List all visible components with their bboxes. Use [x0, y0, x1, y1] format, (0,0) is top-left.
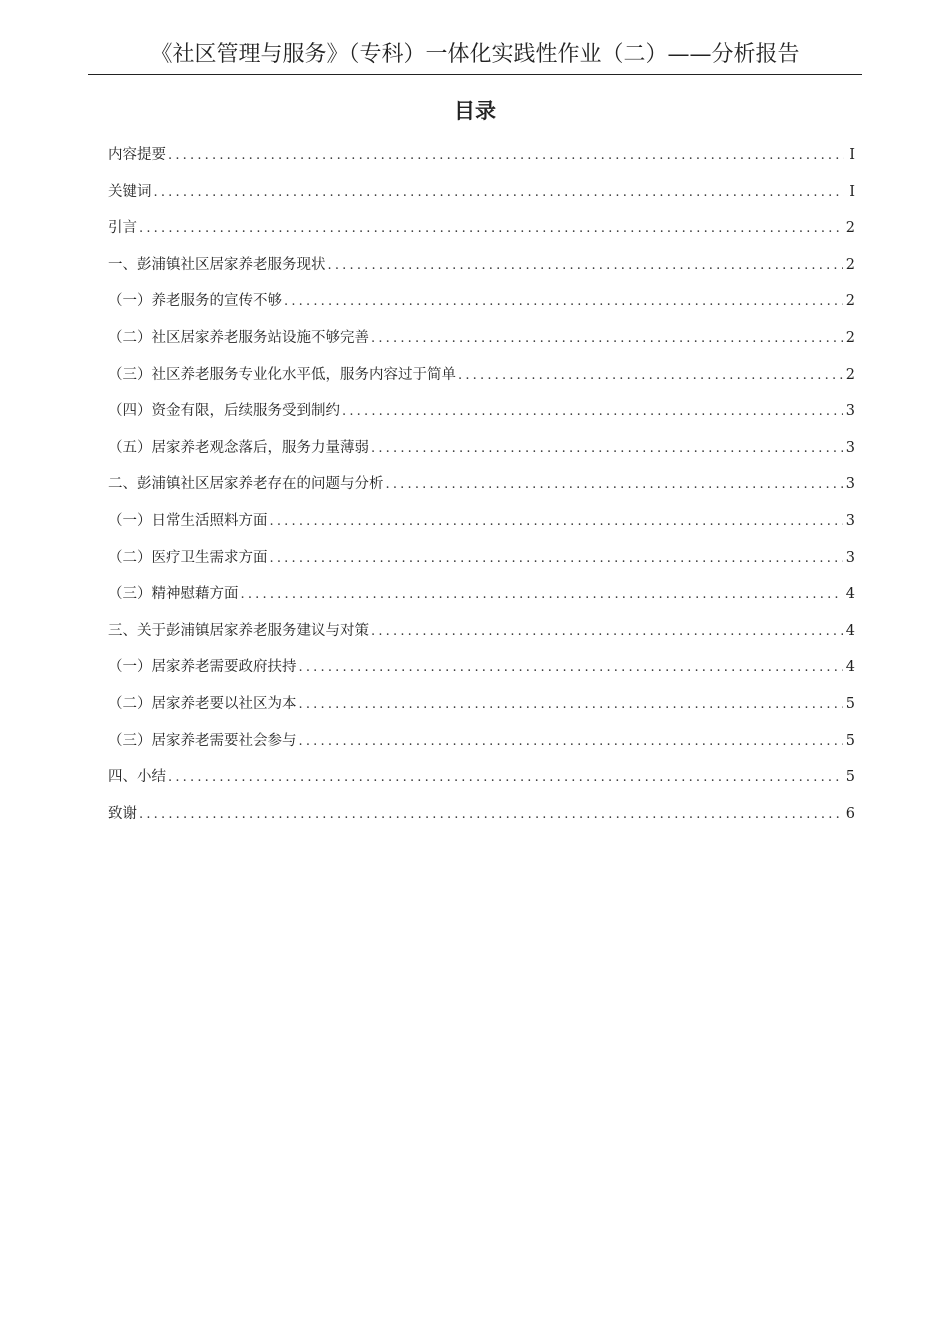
toc-entry-text: （三）社区养老服务专业化水平低，服务内容过于简单 — [108, 366, 456, 383]
toc-leader-dots — [371, 620, 843, 644]
toc-entry[interactable] — [108, 692, 855, 729]
toc-entry-page: 2 — [845, 329, 855, 346]
toc-entry[interactable] — [108, 655, 855, 692]
toc-entry-text: 致谢 — [108, 805, 137, 822]
toc-entry[interactable] — [108, 289, 855, 326]
toc-entry[interactable] — [108, 765, 855, 802]
toc-leader-dots — [168, 766, 843, 790]
toc-entry-page: 2 — [845, 293, 855, 310]
toc-entry-text: （二）社区居家养老服务站设施不够完善 — [108, 329, 369, 346]
page-header-title: 《社区管理与服务》（专科）一体化实践性作业（二）——分析报告 — [150, 42, 800, 67]
toc-leader-dots — [299, 693, 843, 717]
toc-entry-text: （二）医疗卫生需求方面 — [108, 549, 268, 566]
table-of-contents — [108, 143, 855, 838]
toc-leader-dots — [299, 656, 843, 680]
toc-leader-dots — [270, 510, 843, 534]
toc-leader-dots — [168, 144, 844, 168]
toc-entry-page: 3 — [845, 512, 855, 529]
toc-entry-page: I — [849, 183, 855, 200]
toc-entry[interactable] — [108, 399, 855, 436]
toc-entry[interactable] — [108, 253, 855, 290]
toc-entry-text: （一）养老服务的宣传不够 — [108, 293, 282, 310]
toc-entry-page: 5 — [845, 769, 855, 786]
toc-entry-page: 4 — [845, 586, 855, 603]
toc-entry-page: I — [849, 147, 855, 163]
toc-leader-dots — [458, 364, 843, 388]
toc-leader-dots — [299, 730, 843, 754]
toc-entry-page: 2 — [845, 256, 855, 273]
toc-leader-dots — [342, 400, 843, 424]
toc-entry[interactable] — [108, 729, 855, 766]
toc-entry-text: 四、小结 — [108, 769, 166, 786]
toc-leader-dots — [139, 217, 843, 241]
toc-entry-page: 3 — [845, 439, 855, 456]
toc-entry-page: 2 — [845, 220, 855, 237]
toc-entry-page: 3 — [845, 476, 855, 493]
toc-entry-text: （一）日常生活照料方面 — [108, 512, 268, 529]
toc-leader-dots — [371, 437, 843, 461]
toc-entry[interactable] — [108, 143, 855, 180]
toc-leader-dots — [328, 254, 843, 278]
toc-entry-text: 内容提要 — [108, 147, 166, 163]
toc-entry-page: 3 — [845, 549, 855, 566]
toc-entry-text: 三、关于彭浦镇居家养老服务建议与对策 — [108, 622, 369, 639]
toc-entry-text: （一）居家养老需要政府扶持 — [108, 659, 297, 676]
toc-leader-dots — [386, 473, 843, 497]
toc-entry-text: 二、彭浦镇社区居家养老存在的问题与分析 — [108, 476, 384, 493]
toc-entry[interactable] — [108, 180, 855, 217]
toc-entry-page: 4 — [845, 659, 855, 676]
toc-entry-text: 一、彭浦镇社区居家养老服务现状 — [108, 256, 326, 273]
toc-entry-text: （三）精神慰藉方面 — [108, 586, 239, 603]
toc-entry-text: （五）居家养老观念落后，服务力量薄弱 — [108, 439, 369, 456]
toc-entry[interactable] — [108, 802, 855, 839]
toc-entry-page: 5 — [845, 695, 855, 712]
toc-entry[interactable] — [108, 509, 855, 546]
toc-title: 目录 — [454, 99, 496, 123]
toc-entry[interactable] — [108, 216, 855, 253]
toc-entry[interactable] — [108, 619, 855, 656]
toc-entry-text: 引言 — [108, 220, 137, 237]
toc-entry-page: 6 — [845, 805, 855, 822]
toc-entry-page: 5 — [845, 732, 855, 749]
toc-leader-dots — [241, 583, 843, 607]
toc-leader-dots — [154, 181, 845, 205]
toc-entry-page: 4 — [845, 622, 855, 639]
toc-entry-text: 关键词 — [108, 183, 152, 200]
toc-entry[interactable] — [108, 326, 855, 363]
toc-entry-text: （四）资金有限，后续服务受到制约 — [108, 403, 340, 420]
toc-leader-dots — [270, 547, 843, 571]
toc-entry-page: 3 — [845, 403, 855, 420]
toc-leader-dots — [139, 803, 843, 827]
toc-entry-text: （二）居家养老要以社区为本 — [108, 695, 297, 712]
toc-entry[interactable] — [108, 363, 855, 400]
toc-entry-text: （三）居家养老需要社会参与 — [108, 732, 297, 749]
toc-entry[interactable] — [108, 472, 855, 509]
toc-entry[interactable] — [108, 436, 855, 473]
header-divider — [88, 74, 862, 75]
toc-leader-dots — [284, 290, 843, 314]
toc-entry[interactable] — [108, 582, 855, 619]
toc-leader-dots — [371, 327, 843, 351]
toc-entry-page: 2 — [845, 366, 855, 383]
toc-entry[interactable] — [108, 546, 855, 583]
